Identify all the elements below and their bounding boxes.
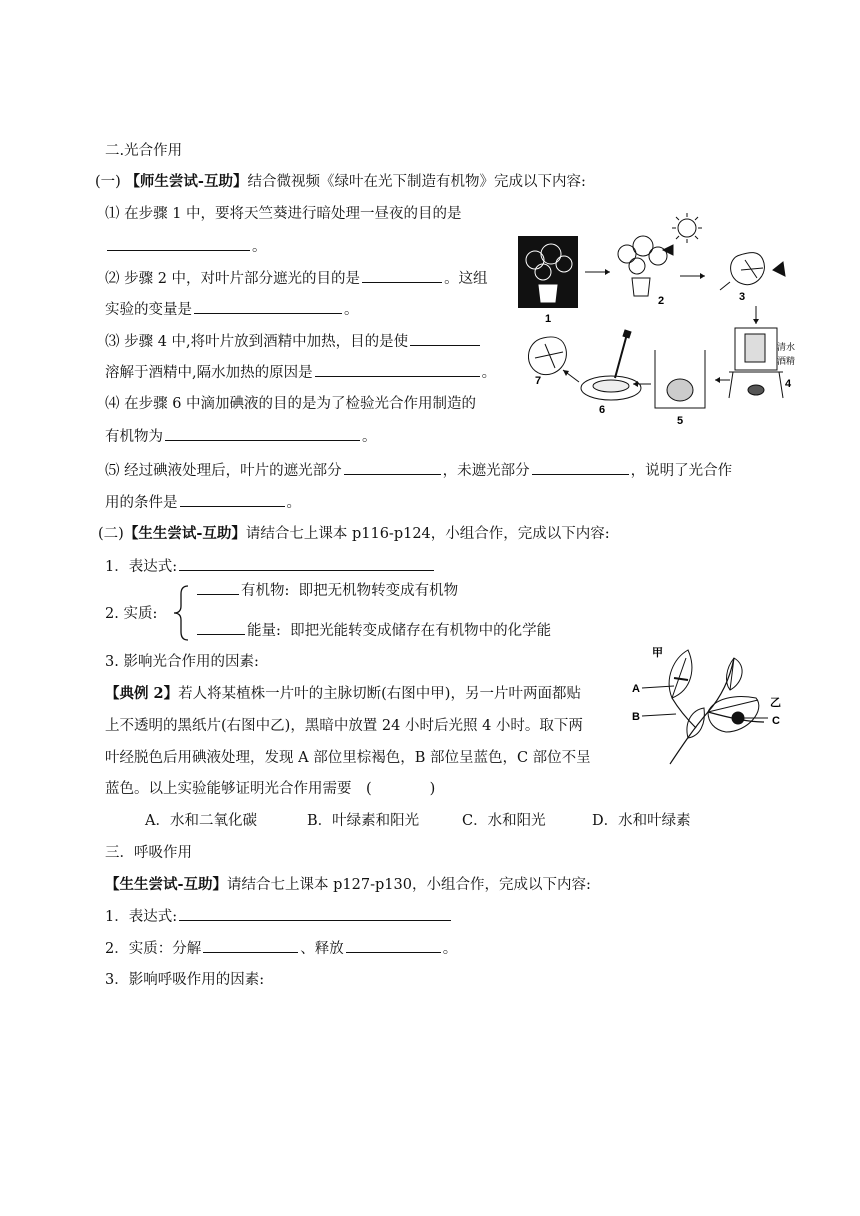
- option-b[interactable]: B．叶绿素和阳光: [307, 813, 420, 829]
- q4-num: ⑷: [105, 396, 120, 412]
- q2-blank-1[interactable]: [362, 268, 442, 283]
- q3-text: 步骤 4 中,将叶片放到酒精中加热，目的是使: [124, 334, 409, 350]
- q2-end: 。: [344, 302, 359, 318]
- option-a[interactable]: A．水和二氧化碳: [145, 813, 257, 829]
- step-label-4: 4: [785, 378, 792, 390]
- resp-essence-a: 2．实质：分解: [105, 941, 202, 957]
- q3-blank-1[interactable]: [410, 331, 480, 346]
- q5-line2: [105, 492, 301, 513]
- resp-expression: [105, 906, 453, 927]
- ps-expr-blank[interactable]: [179, 556, 434, 571]
- part2-text: 请结合七上课本 p116-p124，小组合作，完成以下内容:: [245, 526, 610, 542]
- resp-factors: 3．影响呼吸作用的因素:: [105, 972, 265, 988]
- step-label-6: 6: [599, 404, 606, 416]
- label-alcohol: 酒精: [777, 357, 796, 367]
- resp-text: 请结合七上课本 p127-p130，小组合作，完成以下内容:: [227, 877, 591, 893]
- beaker-step5-icon: [655, 350, 705, 408]
- question-5: [105, 460, 732, 481]
- resp-expr-blank[interactable]: [179, 906, 451, 921]
- q5-text: 经过碘液处理后，叶片的遮光部分: [124, 463, 342, 479]
- option-d[interactable]: D．水和叶绿素: [592, 813, 691, 829]
- part1-text: 结合微视频《绿叶在光下制造有机物》完成以下内容:: [247, 174, 586, 190]
- q1-end: 。: [252, 239, 267, 255]
- part2-heading: [98, 524, 610, 544]
- question-1: [105, 204, 462, 224]
- resp-heading: [105, 875, 591, 895]
- ps-essence-blank-1[interactable]: [197, 580, 239, 595]
- leaf-step3-icon: [720, 253, 785, 290]
- ps-essence-2: [195, 620, 551, 641]
- curly-brace-icon: [172, 584, 190, 642]
- resp-tag: 【生生尝试-互助】: [105, 876, 228, 893]
- resp-expr-label: 1．表达式:: [105, 909, 178, 925]
- q2-l2: 实验的变量是: [105, 302, 192, 318]
- example-l1: 若人将某植株一片叶的主脉切断(右图中甲)，另一片叶两面都贴: [178, 686, 581, 702]
- leaf-lower-icon: [687, 708, 704, 738]
- step-label-5: 5: [677, 415, 684, 427]
- plant-step2-icon: [618, 236, 673, 296]
- section-title-respiration: 三．呼吸作用: [105, 845, 192, 861]
- question-3: [105, 331, 482, 352]
- branch-leaves-figure: [630, 638, 795, 768]
- resp-essence-blank-1[interactable]: [203, 938, 298, 953]
- part1-heading: [95, 172, 586, 192]
- q4-line2: [105, 426, 377, 447]
- q3-end: 。: [481, 365, 497, 381]
- q1-num: ⑴: [105, 206, 120, 222]
- ps-essence1-b: 即把无机物转变成有机物: [298, 583, 459, 599]
- leaf-step7-icon: [528, 337, 566, 375]
- label-jia: 甲: [652, 646, 663, 659]
- ps-essence2-a: 能量:: [247, 623, 281, 639]
- q4-blank[interactable]: [165, 426, 360, 441]
- q5-mid2: ，说明了光合作: [630, 463, 733, 479]
- q1-blank-line: [105, 236, 267, 257]
- ps-essence-1: [195, 580, 458, 601]
- leaf-top-icon: [727, 658, 743, 690]
- resp-essence-c: 。: [442, 941, 458, 957]
- water-bath-step4-icon: [729, 328, 783, 398]
- ps-essence1-a: 有机物:: [241, 583, 290, 599]
- part2-lead: (二): [98, 526, 124, 542]
- sun-icon: [672, 213, 702, 243]
- q5-num: ⑸: [105, 463, 120, 479]
- resp-essence-blank-2[interactable]: [346, 938, 441, 953]
- branch-icon: [670, 658, 764, 764]
- example-line-1: [105, 684, 581, 704]
- q4-end: 。: [362, 429, 377, 445]
- example-tag: 【典例 2】: [105, 685, 179, 702]
- q3-line2: [105, 362, 496, 383]
- q3-num: ⑶: [105, 334, 120, 350]
- ps-expression: [105, 556, 436, 577]
- ps-essence-label: 2. 实质:: [105, 606, 158, 622]
- question-2: [105, 268, 488, 289]
- q5-blank-1[interactable]: [344, 460, 441, 475]
- q5-blank-3[interactable]: [180, 492, 285, 507]
- q1-blank[interactable]: [107, 236, 250, 251]
- part2-tag: 【生生尝试-互助】: [123, 525, 246, 542]
- label-A: A: [632, 683, 640, 695]
- step-label-3: 3: [739, 291, 746, 303]
- step-label-2: 2: [658, 295, 665, 307]
- step-label-1: 1: [545, 313, 552, 325]
- ps-expr-label: 1．表达式:: [105, 559, 178, 575]
- q4-text: 在步骤 6 中滴加碘液的目的是为了检验光合作用制造的: [124, 396, 477, 412]
- q2-blank-2[interactable]: [194, 299, 342, 314]
- ps-factors: 3. 影响光合作用的因素:: [105, 654, 259, 670]
- option-c[interactable]: C．水和阳光: [462, 813, 546, 829]
- ps-essence-blank-2[interactable]: [197, 620, 245, 635]
- example-line-4: 蓝色。以上实验能够证明光合作用需要 ( ): [105, 781, 436, 797]
- q5-blank-2[interactable]: [532, 460, 629, 475]
- q4-l2: 有机物为: [105, 429, 163, 445]
- q2-line2: [105, 299, 359, 320]
- q5-l2: 用的条件是: [105, 495, 178, 511]
- q2-mid: 。这组: [444, 271, 488, 287]
- label-B: B: [632, 711, 640, 723]
- part1-tag: 【师生尝试-互助】: [125, 173, 248, 190]
- section-title-photosynthesis: 二.光合作用: [105, 143, 183, 159]
- example-line-2: 上不透明的黑纸片(右图中乙)，黑暗中放置 24 小时后光照 4 小时。取下两: [105, 718, 583, 734]
- q2-num: ⑵: [105, 271, 120, 287]
- q2-text: 步骤 2 中，对叶片部分遮光的目的是: [124, 271, 361, 287]
- leaf-jia-icon: [669, 650, 692, 698]
- q5-mid1: ，未遮光部分: [442, 463, 530, 479]
- experiment-steps-figure: [515, 210, 805, 435]
- label-C: C: [772, 715, 780, 727]
- example-line-3: 叶经脱色后用碘液处理，发现 A 部位里棕褐色，B 部位呈蓝色，C 部位不呈: [105, 750, 591, 766]
- q1-text: 在步骤 1 中，要将天竺葵进行暗处理一昼夜的目的是: [124, 206, 462, 222]
- step-label-7: 7: [535, 375, 542, 387]
- label-yi: 乙: [770, 696, 781, 709]
- q3-blank-2[interactable]: [315, 362, 480, 377]
- q5-end: 。: [286, 495, 301, 511]
- resp-essence-b: 、释放: [300, 941, 344, 957]
- part1-lead: (一): [95, 174, 121, 190]
- resp-essence: [105, 938, 457, 959]
- ps-essence2-b: 即把光能转变成储存在有机物中的化学能: [290, 623, 552, 639]
- question-4: [105, 394, 476, 414]
- label-water: 清水: [777, 343, 796, 353]
- q3-l2: 溶解于酒精中,隔水加热的原因是: [105, 365, 313, 381]
- dish-dropper-step6-icon: [581, 330, 641, 400]
